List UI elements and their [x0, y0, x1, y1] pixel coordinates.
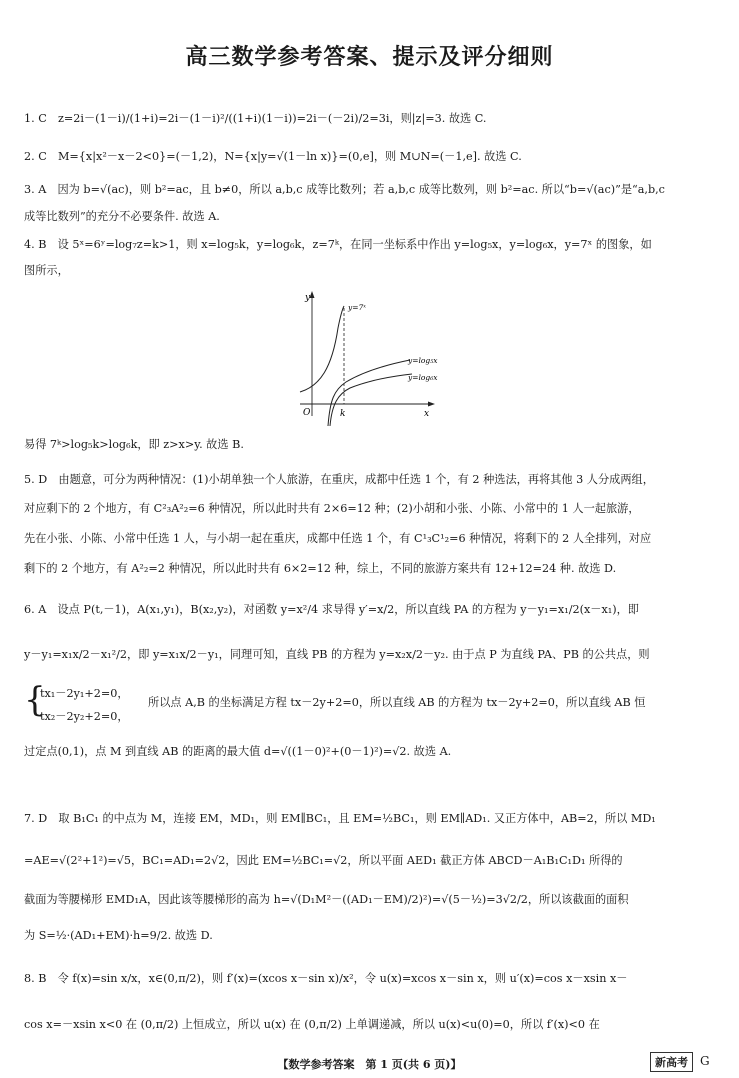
system-brace: { [24, 680, 46, 720]
answer-5-line-1: 5. D 由题意，可分为两种情况：(1)小胡单独一个人旅游，在重庆，成都中任选 1 个，有 2 种选法，再将其他 3 人分成两组， [24, 473, 654, 486]
answer-7-line-3: 截面为等腰梯形 EMD₁A，因此该等腰梯形的高为 h=√(D₁M²－((AD₁－EM)/2)²)=√(5－½)=3√2/2，所以该截面的面积 [24, 893, 629, 906]
page-footer: 【数学参考答案 第 1 页(共 6 页)】 [277, 1058, 462, 1071]
answer-4-line-3: 易得 7ᵏ>log₅k>log₆k，即 z>x>y. 故选 B. [24, 438, 244, 451]
answer-6-line-1: 6. A 设点 P(t,－1)，A(x₁,y₁)，B(x₂,y₂)，对函数 y=x²/4 求导得 y′=x/2，所以直线 PA 的方程为 y－y₁=x₁/2(x－x₁)，即 [24, 603, 639, 616]
label-log6: y=log₆x [408, 373, 438, 382]
answer-5-line-3: 先在小张、小陈、小常中任选 1 人，与小胡一起在重庆，成都中任选 1 个，有 C¹₃C¹₂=6 种情况，将剩下的 2 人全排列，对应 [24, 532, 652, 545]
function-graph [290, 288, 440, 428]
label-log5: y=log₅x [408, 356, 438, 365]
version-letter: G [700, 1054, 710, 1068]
k-label: k [340, 409, 346, 419]
system-equation-1: tx₁－2y₁+2=0， [40, 687, 129, 700]
x-axis-arrow [428, 402, 435, 407]
answer-4-line-2: 图所示， [24, 264, 69, 277]
y-axis-arrow [310, 291, 315, 298]
x-axis-label: x [424, 409, 430, 419]
answer-6-line-2: y－y₁=x₁x/2－x₁²/2，即 y=x₁x/2－y₁，同理可知，直线 PB 的方程为 y=x₂x/2－y₂. 由于点 P 为直线 PA、PB 的公共点，则 [24, 648, 650, 661]
answer-8-line-2: cos x=－xsin x<0 在 (0,π/2) 上恒成立，所以 u(x) 在 (0,π/2) 上单调递减，所以 u(x)<u(0)=0，所以 f′(x)<0 在 [24, 1018, 600, 1031]
origin-label: O [303, 408, 311, 418]
exam-type-badge: 新高考 [650, 1052, 693, 1072]
answer-7-line-1: 7. D 取 B₁C₁ 的中点为 M，连接 EM，MD₁，则 EM∥BC₁，且 EM=½BC₁，则 EM∥AD₁. 又正方体中，AB=2，所以 MD₁ [24, 812, 656, 825]
answer-6-line-4: 过定点(0,1)，点 M 到直线 AB 的距离的最大值 d=√((1－0)²+(0－1)²)=√2. 故选 A. [24, 745, 452, 758]
answer-2: 2. C M={x|x²－x－2<0}=(－1,2)，N={x|y=√(1－ln x)}=(0,e]，则 M∪N=(－1,e]. 故选 C. [24, 150, 522, 163]
system-equation-2: tx₂－2y₂+2=0， [40, 710, 129, 723]
answer-3-line-1: 3. A 因为 b=√(ac)，则 b²=ac，且 b≠0，所以 a,b,c 成等比数列；若 a,b,c 成等比数列，则 b²=ac. 所以“b=√(ac)”是“a,b,c [24, 183, 665, 196]
answer-7-line-2: =AE=√(2²+1²)=√5，BC₁=AD₁=2√2，因此 EM=½BC₁=√2，所以平面 AED₁ 截正方体 ABCD－A₁B₁C₁D₁ 所得的 [24, 854, 623, 867]
answer-4-line-1: 4. B 设 5ˣ=6ʸ=log₇z=k>1，则 x=log₅k，y=log₆k，z=7ᵏ，在同一坐标系中作出 y=log₅x，y=log₆x，y=7ˣ 的图象，如 [24, 238, 652, 251]
answer-7-line-4: 为 S=½·(AD₁+EM)·h=9/2. 故选 D. [24, 929, 213, 942]
answer-6-line-3: 所以点 A,B 的坐标满足方程 tx－2y+2=0，所以直线 AB 的方程为 tx－2y+2=0，所以直线 AB 恒 [148, 696, 646, 709]
curve-exp [300, 306, 344, 392]
label-exp: y=7ˣ [348, 303, 366, 312]
answer-5-line-2: 对应剩下的 2 个地方，有 C²₃A²₂=6 种情况，所以此时共有 2×6=12 种；(2)小胡和小张、小陈、小常中的 1 人一起旅游， [24, 502, 640, 515]
answer-8-line-1: 8. B 令 f(x)=sin x/x，x∈(0,π/2)，则 f′(x)=(xcos x－sin x)/x²，令 u(x)=xcos x－sin x，则 u′(x)=cos x－xsin x－ [24, 972, 628, 985]
y-axis-label: y [305, 293, 311, 303]
answer-1: 1. C z=2i－(1－i)/(1+i)=2i－(1－i)²/((1+i)(1－i))=2i－(－2i)/2=3i，则|z|=3. 故选 C. [24, 112, 487, 125]
page-title: 高三数学参考答案、提示及评分细则 [185, 44, 554, 70]
answer-5-line-4: 剩下的 2 个地方，有 A²₂=2 种情况，所以此时共有 6×2=12 种，综上，不同的旅游方案共有 12+12=24 种. 故选 D. [24, 562, 617, 575]
answer-3-line-2: 成等比数列”的充分不必要条件. 故选 A. [24, 210, 220, 223]
